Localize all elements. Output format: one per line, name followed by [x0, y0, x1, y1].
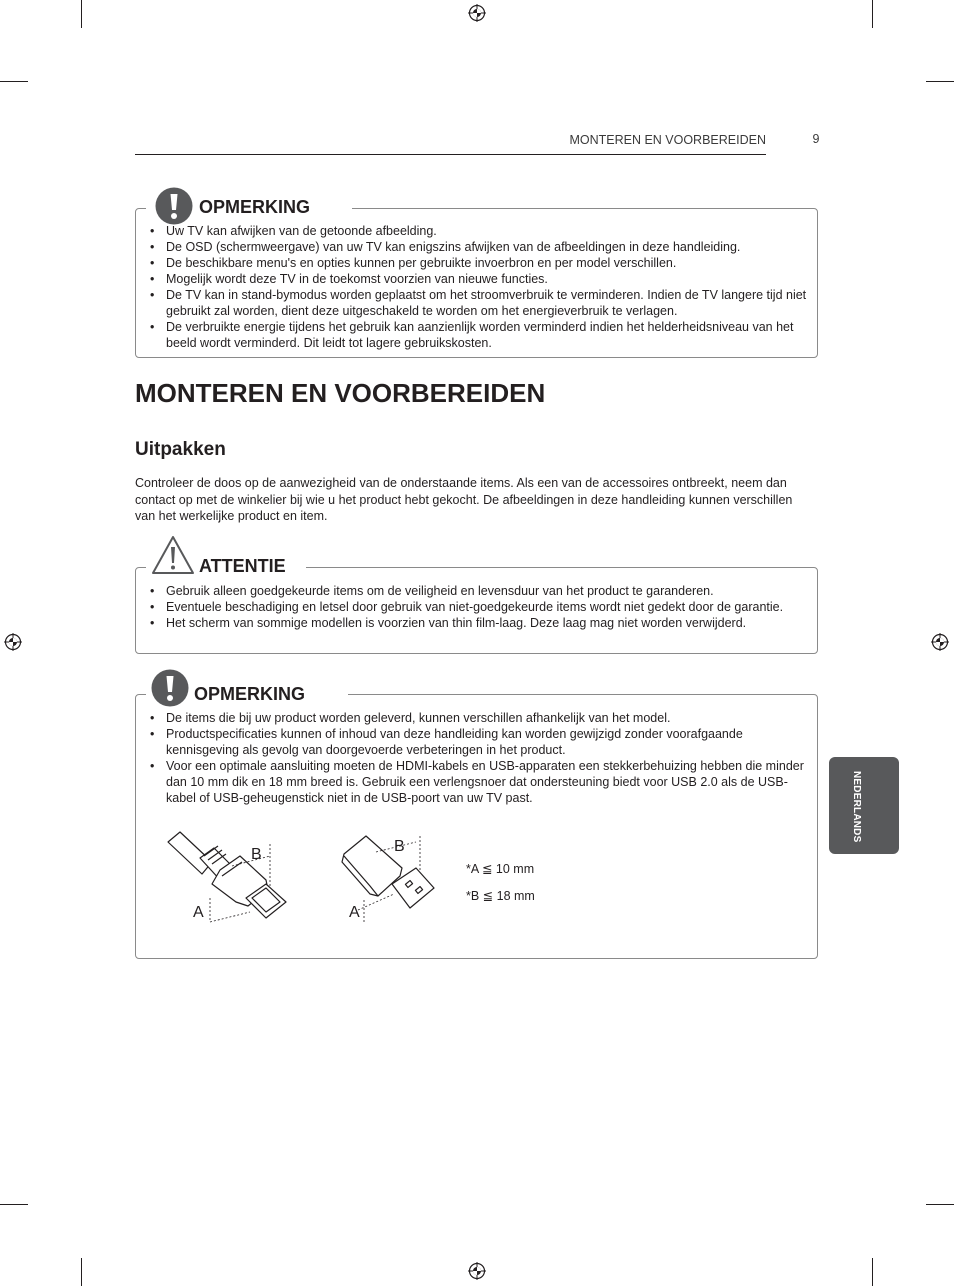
list-item: • Het scherm van sommige modellen is voorzien van thin film-laag. Deze laag mag niet worden verwijderd.: [135, 615, 807, 631]
list-item: • De items die bij uw product worden geleverd, kunnen verschillen afhankelijk van het model.: [135, 710, 807, 726]
registration-mark-icon: [931, 633, 949, 651]
note-label: OPMERKING: [199, 197, 311, 217]
header-rule: [135, 154, 766, 155]
crop-mark: [0, 81, 28, 82]
dimension-label-b: B: [394, 838, 405, 855]
list-item: • Uw TV kan afwijken van de getoonde afbeelding.: [135, 223, 807, 239]
note-list-2: [135, 710, 807, 806]
attention-label: ATTENTIE: [199, 556, 286, 576]
attention-list: [135, 583, 807, 631]
registration-mark-icon: [4, 633, 22, 651]
crop-mark: [926, 81, 954, 82]
intro-paragraph: Controleer de doos op de aanwezigheid van de onderstaande items. Als een van de accessoires ontbreekt, neem dan contact op met de winkelier bij wie u het product hebt gekocht. De afbeeldingen in deze handleiding kunnen verschillen van het werkelijke product en item.: [135, 476, 793, 523]
note-label: OPMERKING: [194, 684, 306, 704]
hdmi-connector-illustration: [160, 826, 300, 926]
dimension-label-a: A: [349, 904, 360, 921]
page-number: 9: [812, 132, 820, 146]
exclamation-circle-icon: [151, 669, 189, 707]
registration-mark-icon: [468, 4, 486, 22]
list-item: • Gebruik alleen goedgekeurde items om de veiligheid en levensduur van het product te garanderen.: [135, 583, 807, 599]
crop-mark: [872, 0, 873, 28]
note-list-1: [135, 223, 807, 351]
dimension-spec-a: *A ≦ 10 mm: [466, 862, 535, 876]
crop-mark: [81, 0, 82, 28]
list-item: • Eventuele beschadiging en letsel door gebruik van niet-goedgekeurde items wordt niet gedekt door de garantie.: [135, 599, 807, 615]
page-title: MONTEREN EN VOORBEREIDEN: [135, 378, 546, 408]
warning-triangle-icon: [151, 535, 195, 575]
list-item: • De beschikbare menu's en opties kunnen per gebruikte invoerbron en per model verschillen.: [135, 255, 807, 271]
crop-mark: [872, 1258, 873, 1286]
crop-mark: [81, 1258, 82, 1286]
dimension-spec-b: *B ≦ 18 mm: [466, 889, 535, 903]
running-header: MONTEREN EN VOORBEREIDEN: [569, 133, 766, 147]
dimension-label-a: A: [193, 904, 204, 921]
exclamation-circle-icon: [155, 187, 193, 225]
language-tab: [829, 757, 899, 854]
language-tab-label: NEDERLANDS: [851, 771, 862, 843]
crop-mark: [926, 1204, 954, 1205]
list-item: • Productspecificaties kunnen of inhoud van deze handleiding kan worden gewijzigd zonder voorafgaande kennisgeving als gevolg van doorgevoerde verbeteringen in het product.: [135, 726, 807, 758]
list-item: • Mogelijk wordt deze TV in de toekomst voorzien van nieuwe functies.: [135, 271, 807, 287]
dimension-label-b: B: [251, 846, 262, 863]
section-heading: Uitpakken: [135, 439, 226, 460]
list-item: • De verbruikte energie tijdens het gebruik kan aanzienlijk worden verminderd indien het helderheidsniveau van het beeld wordt verminderd. Dit leidt tot lagere gebruikskosten.: [135, 319, 807, 351]
crop-mark: [0, 1204, 28, 1205]
list-item: • De TV kan in stand-bymodus worden geplaatst om het stroomverbruik te verminderen. Indien de TV langere tijd niet gebruikt zal worden, dient deze uitgeschakeld te worden om het energieverbruik te verlagen.: [135, 287, 807, 319]
list-item: • Voor een optimale aansluiting moeten de HDMI-kabels en USB-apparaten een stekkerbehuizing hebben die minder dan 10 mm dik en 18 mm breed is. Gebruik een verlengsnoer dat ondersteuning biedt voor USB 2.0 als de USB-kabel of USB-geheugenstick niet in de USB-poort van uw TV past.: [135, 758, 807, 806]
list-item: • De OSD (schermweergave) van uw TV kan enigszins afwijken van de afbeeldingen in deze handleiding.: [135, 239, 807, 255]
registration-mark-icon: [468, 1262, 486, 1280]
